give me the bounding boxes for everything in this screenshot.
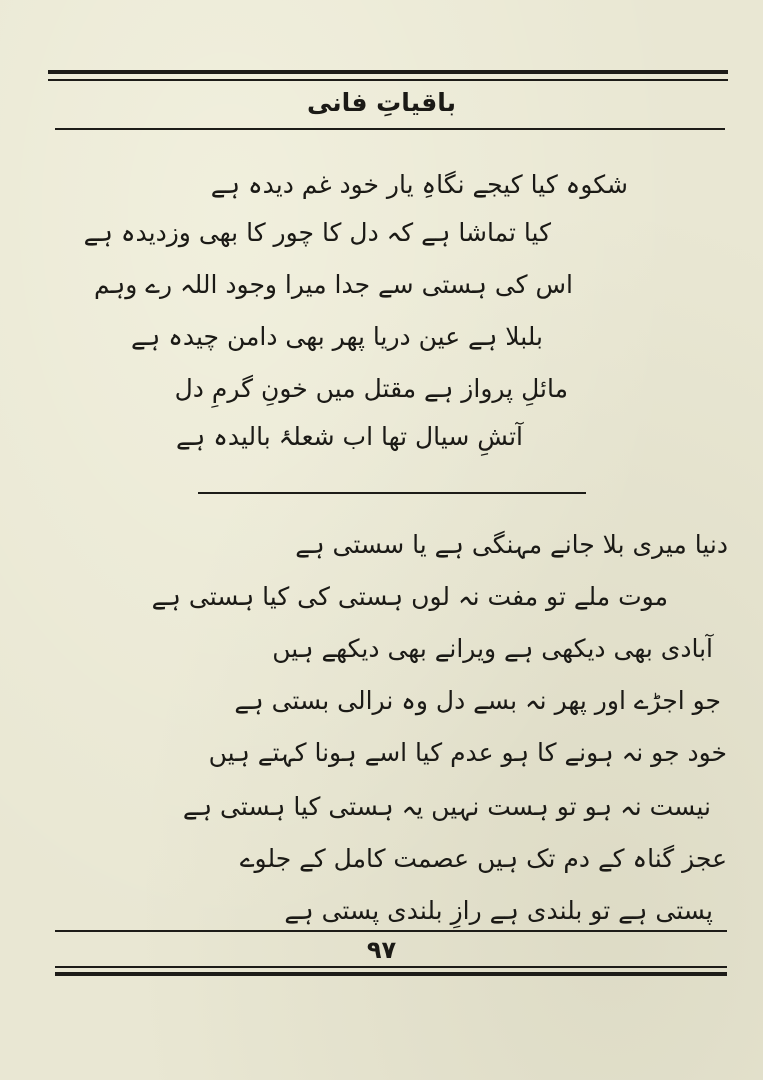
- footer-rule-middle: [55, 966, 727, 968]
- section-divider: [198, 492, 586, 494]
- page-number: ۹۷: [366, 936, 397, 964]
- ghazal-2-verse-5: خود جو نہ ہونے کا ہو عدم کیا اسے ہونا کہتے ہیں: [208, 738, 727, 767]
- ghazal-2-verse-2: موت ملے تو مفت نہ لوں ہستی کی کیا ہستی ہے: [151, 582, 668, 611]
- top-rule-thick: [48, 70, 728, 74]
- ghazal-1-verse-2: کیا تماشا ہے کہ دل کا چور کا بھی وزدیدہ ہے: [83, 218, 551, 247]
- ghazal-1-verse-6: آتشِ سیال تھا اب شعلۂ بالیدہ ہے: [175, 422, 523, 451]
- ghazal-2-verse-1: دنیا میری بلا جانے مہنگی ہے یا سستی ہے: [295, 530, 728, 559]
- ghazal-2-verse-3: آبادی بھی دیکھی ہے ویرانے بھی دیکھے ہیں: [272, 634, 713, 663]
- ghazal-1-verse-5: مائلِ پرواز ہے مقتل میں خونِ گرمِ دل: [174, 374, 568, 403]
- ghazal-2-verse-6: نیست نہ ہو تو ہست نہیں یہ ہستی کیا ہستی ہے: [182, 792, 711, 821]
- ghazal-2-verse-4: جو اجڑے اور پھر نہ بسے دل وہ نرالی بستی ہے: [234, 686, 721, 715]
- header-underline: [55, 128, 725, 130]
- ghazal-1-verse-3: اس کی ہستی سے جدا میرا وجود اللہ رے وہم: [94, 270, 573, 299]
- footer-rule-thick: [55, 972, 727, 976]
- top-rule-thin: [48, 79, 728, 81]
- ghazal-1-verse-1: شکوہ کیا کیجے نگاہِ یار خود غم دیدہ ہے: [210, 170, 628, 199]
- footer-rule-upper: [55, 930, 727, 932]
- ghazal-2-verse-7: عجز گناہ کے دم تک ہیں عصمت کامل کے جلوے: [239, 844, 727, 873]
- ghazal-1-verse-4: بلبلا ہے عین دریا پھر بھی دامن چیدہ ہے: [131, 322, 543, 351]
- ghazal-2-verse-8: پستی ہے تو بلندی ہے رازِ بلندی پستی ہے: [284, 896, 713, 925]
- running-header-title: باقیاتِ فانی: [307, 88, 456, 117]
